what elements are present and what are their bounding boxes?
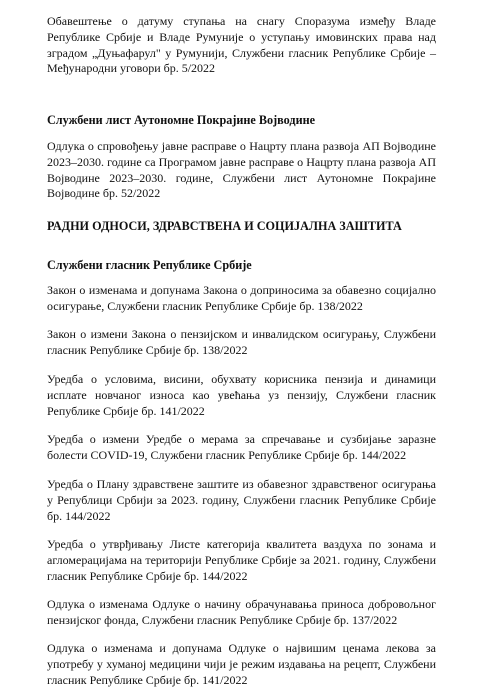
entry-duniafarul-agreement: Обавештење о датуму ступања на снагу Споразума између Владе Републике Србије и Владе Румуније о уступању имовинских права над зградом „Дуњафарул" у Румунији, Службени гласник Републике Србије – Међународни уговори бр. 5/2022: [47, 14, 436, 76]
entry-health-plan-decree: Уредба о Плану здравствене заштите из обавезног здравственог осигурања у Републици Србији за 2023. годину, Службени гласник Републике Србије бр. 144/2022: [47, 477, 436, 523]
entry-pension-fund-decision: Одлука о изменама Одлуке о начину обрачунавања приноса добровољног пензијског фонда, Службени гласник Републике Србије бр. 137/2022: [47, 597, 436, 627]
section-title-labor-health-social: РАДНИ ОДНОСИ, ЗДРАВСТВЕНА И СОЦИЈАЛНА ЗАШТИТА: [47, 219, 402, 233]
entry-pension-law: Закон о измени Закона о пензијском и инвалидском осигурању, Службени гласник Републике Србије бр. 138/2022: [47, 327, 436, 357]
entry-air-quality-decree: Уредба о утврђивању Листе категорија квалитета ваздуха по зонама и агломерацијама на територији Републике Србије за 2021. годину, Службени гласник Републике Србије бр. 144/2022: [47, 537, 436, 583]
entry-pension-increase-decree: Уредба о условима, висини, обухвату корисника пензија и динамици исплате новчаног износа као увећања уз пензију, Службени гласник Републике Србије бр. 141/2022: [47, 372, 436, 418]
heading-serbia-gazette: Службени гласник Републике Србије: [47, 258, 252, 272]
entry-contributions-law: Закон о изменама и допунама Закона о доприносима за обавезно социјално осигурање, Службени гласник Републике Србије бр. 138/2022: [47, 283, 436, 313]
entry-vojvodina-development-plan: Одлука о спровођењу јавне расправе о Нацрту плана развоја АП Војводине 2023–2030. године са Програмом јавне расправе о Нацрту плана развоја АП Војводине 2023–2030. године, Службени лист Аутономне Покрајине Војводине бр. 52/2022: [47, 139, 436, 201]
entry-covid-decree: Уредба о измени Уредбе о мерама за спречавање и сузбијање заразне болести COVID-19, Службени гласник Републике Србије бр. 144/2022: [47, 432, 436, 462]
heading-vojvodina-gazette: Службени лист Аутономне Покрајине Војводине: [47, 113, 316, 127]
entry-medicine-prices-decision: Одлука о изменама и допунама Одлуке о највишим ценама лекова за употребу у хуманој медицини чији је режим издавања на рецепт, Службени гласник Републике Србије бр. 141/2022: [47, 641, 436, 687]
